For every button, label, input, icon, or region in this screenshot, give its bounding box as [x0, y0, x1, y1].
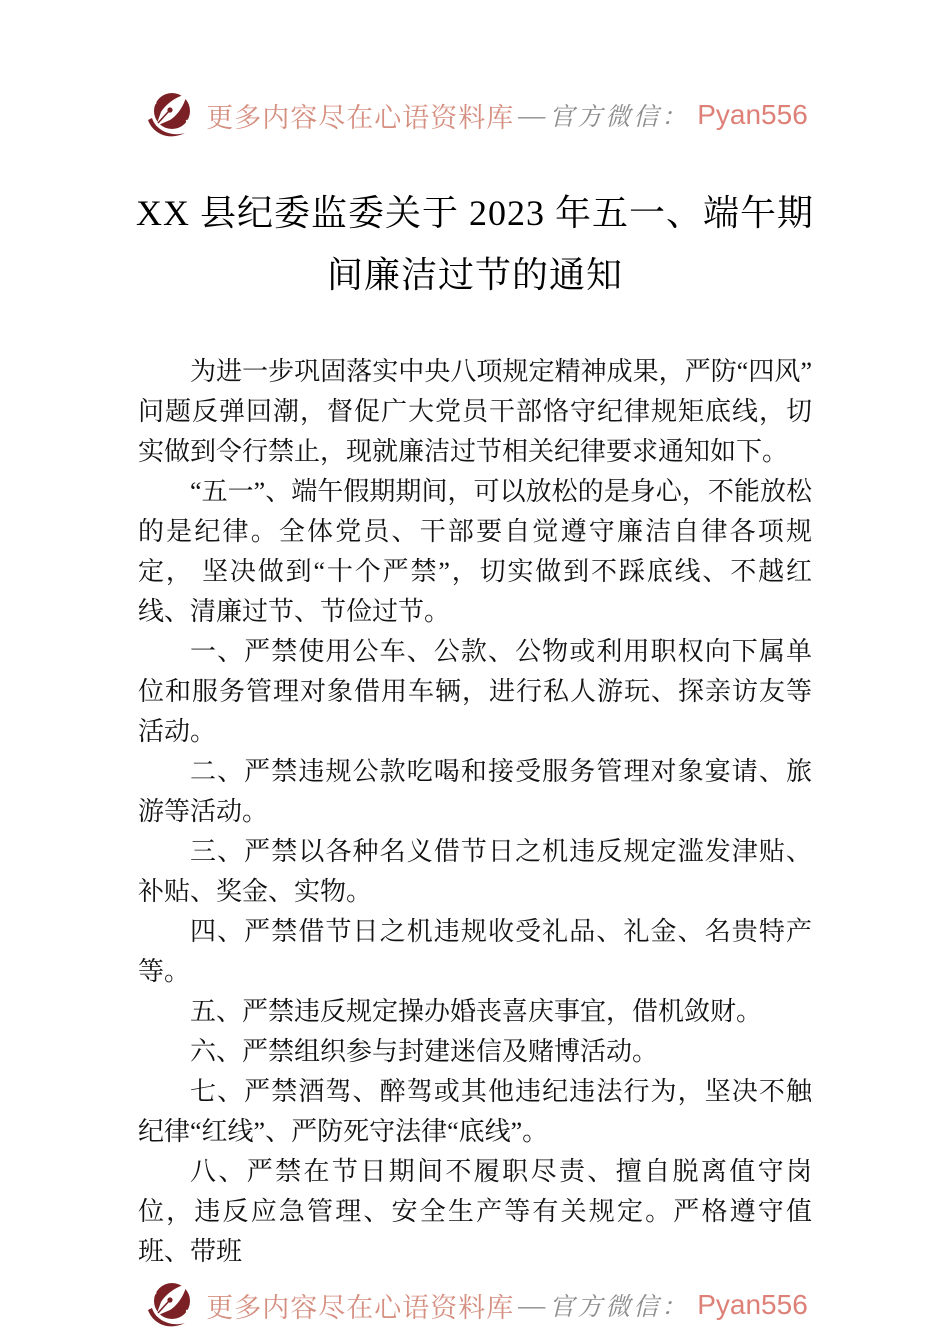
paragraph-rule-2: 二、严禁违规公款吃喝和接受服务管理对象宴请、旅游等活动。: [138, 757, 812, 826]
paragraph-rule-8: 八、严禁在节日期间不履职尽责、擅自脱离值守岗位，违反应急管理、安全生产等有关规定。严格遵守值班、带班: [138, 1157, 812, 1266]
header-brand-text: 更多内容尽在心语资料库: [206, 102, 515, 133]
page-title: [0, 182, 950, 306]
paragraph-overview: “五一”、端午假期期间，可以放松的是身心，不能放松的是纪律。全体党员、干部要自觉遵守廉洁自律各项规定， 坚决做到“十个严禁”，切实做到不踩底线、不越红线、清廉过节、节俭过节。: [138, 477, 812, 626]
pen-nib-swirl-logo-icon: [142, 90, 198, 140]
paragraph-rule-6: 六、严禁组织参与封建迷信及赌博活动。: [190, 1037, 659, 1066]
paragraph-intro: 为进一步巩固落实中央八项规定精神成果，严防“四风”问题反弹回潮，督促广大党员干部恪守纪律规矩底线，切实做到令行禁止，现就廉洁过节相关纪律要求通知如下。: [138, 357, 812, 466]
paragraph-rule-5: 五、严禁违反规定操办婚丧喜庆事宜，借机敛财。: [190, 997, 763, 1026]
document-body: [138, 352, 812, 1272]
page-header: [0, 90, 950, 140]
header-dash: —: [518, 99, 546, 130]
footer-brand-text: 更多内容尽在心语资料库: [206, 1292, 515, 1323]
footer-wechat-id: Pyan556: [697, 1289, 808, 1320]
page-footer: [0, 1280, 950, 1330]
header-wechat-label: 官方微信：: [549, 104, 690, 131]
paragraph-rule-3: 三、严禁以各种名义借节日之机违反规定滥发津贴、补贴、奖金、实物。: [138, 837, 812, 906]
paragraph-rule-7: 七、严禁酒驾、醉驾或其他违纪违法行为，坚决不触纪律“红线”、严防死守法律“底线”。: [138, 1077, 812, 1146]
header-wechat-id: Pyan556: [697, 99, 808, 130]
paragraph-rule-1: 一、严禁使用公车、公款、公物或利用职权向下属单位和服务管理对象借用车辆，进行私人游玩、探亲访友等活动。: [138, 637, 812, 746]
footer-dash: —: [518, 1289, 546, 1320]
paragraph-rule-4: 四、严禁借节日之机违规收受礼品、礼金、名贵特产等。: [138, 917, 812, 986]
footer-wechat-label: 官方微信：: [549, 1294, 690, 1321]
page-title-line-2: 间廉洁过节的通知: [326, 255, 623, 295]
pen-nib-swirl-logo-icon: [142, 1280, 198, 1330]
page-title-line-1: XX 县纪委监委关于 2023 年五一、端午期: [136, 193, 814, 233]
